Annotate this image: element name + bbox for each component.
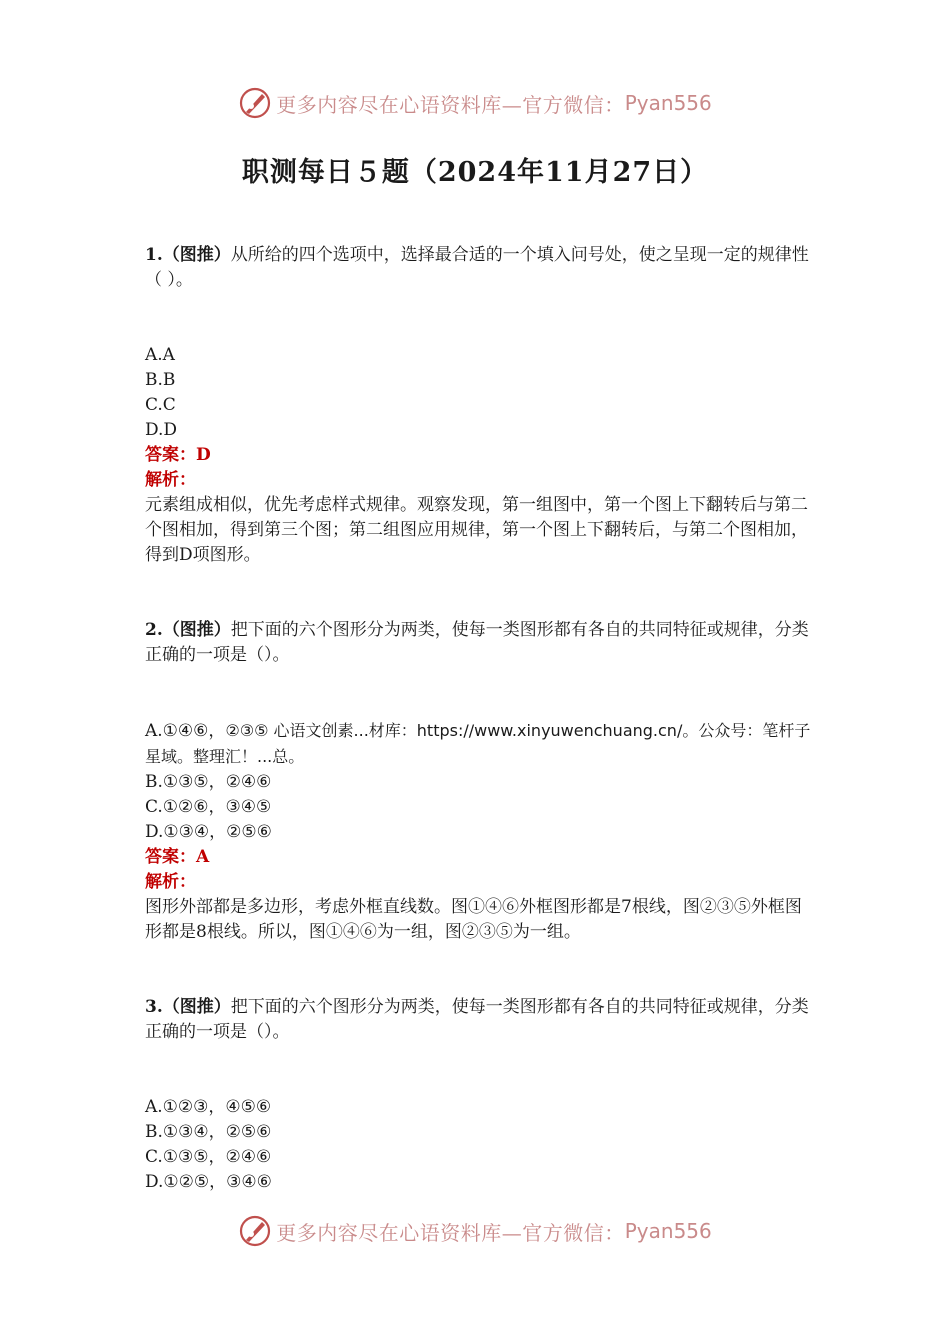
answer-label: 答案： xyxy=(145,445,196,465)
option-a-rest: ②③⑤ 心语文创素...材库：https://www.xinyuwenchuang.cn/。公众号：笔杆子星域。整理汇！...总。 xyxy=(145,721,811,766)
question-2 xyxy=(145,618,815,945)
answer-value: D xyxy=(196,445,211,465)
question-stem xyxy=(145,243,815,293)
answer xyxy=(145,443,815,468)
analysis-label: 解析： xyxy=(145,872,196,892)
option-a: A.①②③，④⑤⑥ xyxy=(145,1097,272,1117)
question-number: 3. xyxy=(145,997,163,1017)
banner-wechat-id: Pyan556 xyxy=(624,1219,712,1243)
option-b: B.B xyxy=(145,370,176,390)
quill-logo-icon xyxy=(238,86,272,120)
question-stem xyxy=(145,995,815,1045)
question-number: 2. xyxy=(145,620,163,640)
page-title: 职测每日５题（2024年11月27日） xyxy=(241,157,709,188)
quill-logo-icon xyxy=(238,1214,272,1248)
option-b: B.①③④，②⑤⑥ xyxy=(145,1122,272,1142)
banner-wechat-id: Pyan556 xyxy=(624,91,712,115)
option-c: C.C xyxy=(145,395,176,415)
answer-value: A xyxy=(196,847,210,867)
question-type: （图推） xyxy=(162,997,231,1017)
question-text: 从所给的四个选项中，选择最合适的一个填入问号处，使之呈现一定的规律性（ ）。 xyxy=(145,245,809,290)
question-number: 1. xyxy=(145,245,163,265)
option-d: D.①③④，②⑤⑥ xyxy=(145,822,272,842)
option-d: D.①②⑤，③④⑥ xyxy=(145,1172,272,1192)
analysis-label: 解析： xyxy=(145,470,196,490)
option-a xyxy=(145,718,815,770)
option-a: A.A xyxy=(145,345,175,365)
analysis-text: 图形外部都是多边形，考虑外框直线数。图①④⑥外框图形都是7根线，图②③⑤外框图形都是8根线。所以，图①④⑥为一组，图②③⑤为一组。 xyxy=(145,897,802,942)
option-d: D.D xyxy=(145,420,178,440)
question-text: 把下面的六个图形分为两类，使每一类图形都有各自的共同特征或规律，分类正确的一项是（）。 xyxy=(145,997,809,1042)
answer xyxy=(145,845,815,870)
banner-text: 更多内容尽在心语资料库—官方微信： xyxy=(276,1220,625,1245)
question-list xyxy=(145,243,815,1195)
question-stem xyxy=(145,618,815,668)
question-type: （图推） xyxy=(162,245,231,265)
option-a-prefix: A.①④⑥， xyxy=(145,721,226,741)
header-banner xyxy=(0,83,950,123)
option-c: C.①②⑥，③④⑤ xyxy=(145,797,272,817)
option-c: C.①③⑤，②④⑥ xyxy=(145,1147,272,1167)
question-type: （图推） xyxy=(162,620,231,640)
question-1 xyxy=(145,243,815,568)
banner-text: 更多内容尽在心语资料库—官方微信： xyxy=(276,92,625,117)
option-b: B.①③⑤，②④⑥ xyxy=(145,772,272,792)
question-3 xyxy=(145,995,815,1195)
analysis-text: 元素组成相似，优先考虑样式规律。观察发现，第一组图中，第一个图上下翻转后与第二个图相加，得到第三个图；第二组图应用规律，第一个图上下翻转后，与第二个图相加，得到D项图形。 xyxy=(145,495,808,565)
footer-banner xyxy=(0,1211,950,1251)
question-text: 把下面的六个图形分为两类，使每一类图形都有各自的共同特征或规律，分类正确的一项是（）。 xyxy=(145,620,809,665)
answer-label: 答案： xyxy=(145,847,196,867)
